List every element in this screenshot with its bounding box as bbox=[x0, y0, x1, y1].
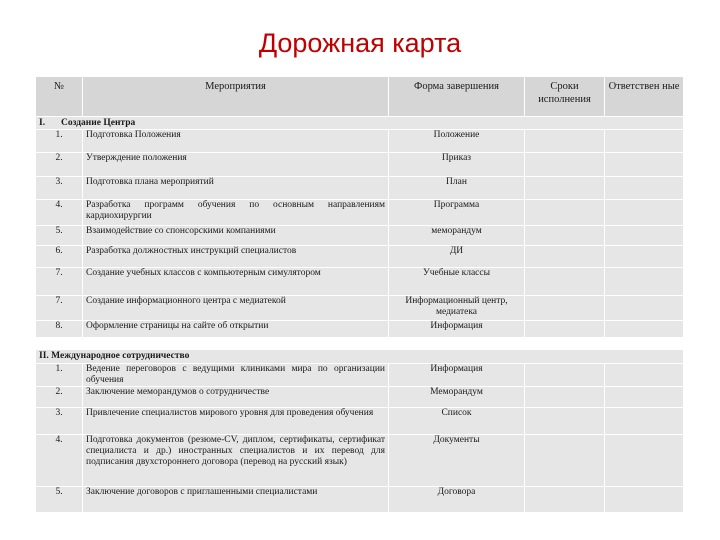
table-row bbox=[36, 130, 684, 153]
section-title bbox=[36, 117, 684, 130]
row-num: 6. bbox=[36, 246, 83, 268]
section-label: Создание Центра bbox=[61, 118, 136, 128]
row-deadline bbox=[525, 435, 605, 487]
row-activity: Создание информационного центра с медиатекой bbox=[83, 296, 389, 321]
row-num: 7. bbox=[36, 268, 83, 296]
row-activity: Ведение переговоров с ведущими клиниками мира по организации обучения bbox=[83, 364, 389, 387]
row-responsible bbox=[605, 321, 684, 338]
row-form: меморандум bbox=[389, 226, 525, 246]
roadmap-table bbox=[35, 76, 684, 513]
row-deadline bbox=[525, 387, 605, 408]
table-row bbox=[36, 487, 684, 513]
row-form: Информация bbox=[389, 364, 525, 387]
row-responsible bbox=[605, 200, 684, 226]
row-activity: Разработка должностных инструкций специалистов bbox=[83, 246, 389, 268]
row-responsible bbox=[605, 153, 684, 177]
row-form: Учебные классы bbox=[389, 268, 525, 296]
row-activity: Подготовка документов (резюме-CV, диплом, сертификаты, сертификат специалиста и др.) иностранных специалистов и их перевод для подписания двухстороннего договора (перевод на русский язык) bbox=[83, 435, 389, 487]
table-row bbox=[36, 408, 684, 435]
row-num: 8. bbox=[36, 321, 83, 338]
row-num: 4. bbox=[36, 200, 83, 226]
row-responsible bbox=[605, 130, 684, 153]
row-responsible bbox=[605, 177, 684, 200]
row-activity: Взаимодействие со спонсорскими компаниями bbox=[83, 226, 389, 246]
row-num: 3. bbox=[36, 408, 83, 435]
table-row bbox=[36, 435, 684, 487]
row-responsible bbox=[605, 226, 684, 246]
row-deadline bbox=[525, 268, 605, 296]
row-activity: Оформление страницы на сайте об открытии bbox=[83, 321, 389, 338]
row-activity: Создание учебных классов с компьютерным симулятором bbox=[83, 268, 389, 296]
row-activity: Разработка программ обучения по основным направлениям кардиохирургии bbox=[83, 200, 389, 226]
row-responsible bbox=[605, 246, 684, 268]
row-num: 5. bbox=[36, 226, 83, 246]
row-deadline bbox=[525, 177, 605, 200]
row-form: Список bbox=[389, 408, 525, 435]
row-deadline bbox=[525, 408, 605, 435]
row-num: 3. bbox=[36, 177, 83, 200]
row-deadline bbox=[525, 487, 605, 513]
row-deadline bbox=[525, 296, 605, 321]
row-responsible bbox=[605, 387, 684, 408]
section-gap-cell bbox=[36, 338, 684, 350]
row-form: Информационный центр, медиатека bbox=[389, 296, 525, 321]
row-num: 2. bbox=[36, 387, 83, 408]
table-header-row bbox=[36, 77, 684, 117]
table-row bbox=[36, 226, 684, 246]
row-responsible bbox=[605, 268, 684, 296]
row-num: 5. bbox=[36, 487, 83, 513]
table-row bbox=[36, 296, 684, 321]
row-form: План bbox=[389, 177, 525, 200]
section-gap bbox=[36, 338, 684, 350]
row-form: Меморандум bbox=[389, 387, 525, 408]
row-form: Программа bbox=[389, 200, 525, 226]
table-row bbox=[36, 177, 684, 200]
row-num: 1. bbox=[36, 130, 83, 153]
table-row bbox=[36, 387, 684, 408]
section-row bbox=[36, 117, 684, 130]
section-row bbox=[36, 350, 684, 364]
section-number: I. bbox=[39, 118, 46, 128]
row-activity: Подготовка Положения bbox=[83, 130, 389, 153]
row-deadline bbox=[525, 226, 605, 246]
table-row bbox=[36, 246, 684, 268]
row-deadline bbox=[525, 364, 605, 387]
table-row bbox=[36, 153, 684, 177]
header-form: Форма завершения bbox=[389, 77, 525, 117]
header-activity: Мероприятия bbox=[83, 77, 389, 117]
header-deadline: Сроки исполнения bbox=[525, 77, 605, 117]
table-row bbox=[36, 268, 684, 296]
row-responsible bbox=[605, 435, 684, 487]
row-activity: Утверждение положения bbox=[83, 153, 389, 177]
row-num: 1. bbox=[36, 364, 83, 387]
table-row bbox=[36, 321, 684, 338]
row-form: Договора bbox=[389, 487, 525, 513]
row-activity: Заключение договоров с приглашенными специалистами bbox=[83, 487, 389, 513]
section-title: II. Международное сотрудничество bbox=[36, 350, 684, 364]
row-num: 4. bbox=[36, 435, 83, 487]
row-form: Положение bbox=[389, 130, 525, 153]
row-num: 2. bbox=[36, 153, 83, 177]
row-responsible bbox=[605, 364, 684, 387]
header-num: № bbox=[36, 77, 83, 117]
row-activity: Привлечение специалистов мирового уровня для проведения обучения bbox=[83, 408, 389, 435]
row-activity: Заключение меморандумов о сотрудничестве bbox=[83, 387, 389, 408]
row-form: Информация bbox=[389, 321, 525, 338]
row-responsible bbox=[605, 408, 684, 435]
row-deadline bbox=[525, 153, 605, 177]
row-deadline bbox=[525, 130, 605, 153]
row-deadline bbox=[525, 321, 605, 338]
header-responsible: Ответствен ные bbox=[605, 77, 684, 117]
row-deadline bbox=[525, 246, 605, 268]
row-deadline bbox=[525, 200, 605, 226]
table-row bbox=[36, 200, 684, 226]
row-responsible bbox=[605, 296, 684, 321]
row-responsible bbox=[605, 487, 684, 513]
page-title: Дорожная карта bbox=[258, 28, 462, 58]
row-form: Документы bbox=[389, 435, 525, 487]
row-activity: Подготовка плана мероприятий bbox=[83, 177, 389, 200]
table-row bbox=[36, 364, 684, 387]
row-num: 7. bbox=[36, 296, 83, 321]
row-form: ДИ bbox=[389, 246, 525, 268]
row-form: Приказ bbox=[389, 153, 525, 177]
